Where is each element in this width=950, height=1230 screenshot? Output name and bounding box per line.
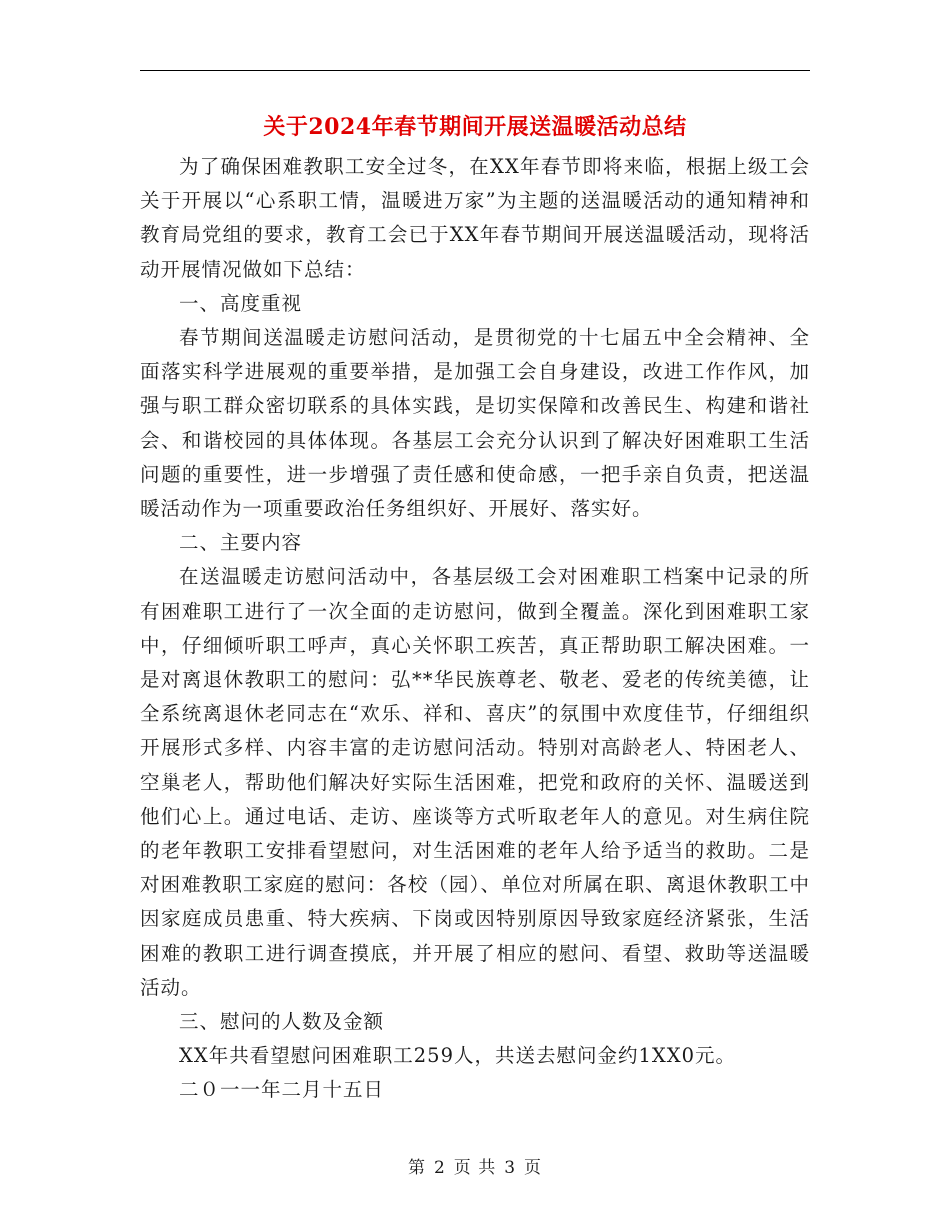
section-heading-3: 三、慰问的人数及金额 bbox=[179, 1010, 385, 1034]
footer-page-number: 2 bbox=[433, 1158, 446, 1178]
header-rule bbox=[140, 70, 810, 71]
footer-label-post: 页 bbox=[524, 1158, 543, 1178]
footer-label-pre: 第 bbox=[407, 1158, 426, 1178]
footer-page-total: 3 bbox=[504, 1158, 517, 1178]
footer-label-mid: 页 共 bbox=[453, 1158, 497, 1178]
page-footer bbox=[0, 1153, 950, 1178]
paragraph-section-2: 在送温暖走访慰问活动中，各基层级工会对困难职工档案中记录的所有困难职工进行了一次全面的走访慰问，做到全覆盖。深化到困难职工家中，仔细倾听职工呼声，真心关怀职工疾苦，真正帮助职工解决困难。一是对离退休教职工的慰问：弘**华民族尊老、敬老、爱老的传统美德，让全系统离退休老同志在“欢乐、祥和、喜庆”的氛围中欢度佳节，仔细组织开展形式多样、内容丰富的走访慰问活动。特别对高龄老人、特困老人、空巢老人，帮助他们解决好实际生活困难，把党和政府的关怀、温暖送到他们心上。通过电话、走访、座谈等方式听取老年人的意见。对生病住院的老年教职工安排看望慰问，对生活困难的老年人给予适当的救助。二是对困难教职工家庭的慰问：各校（园）、单位对所属在职、离退休教职工中因家庭成员患重、特大疾病、下岗或因特别原因导致家庭经济紧张，生活困难的教职工进行调查摸底，并开展了相应的慰问、看望、救助等送温暖活动。 bbox=[140, 565, 810, 999]
section-heading-1: 一、高度重视 bbox=[179, 291, 303, 315]
section-heading-2: 二、主要内容 bbox=[179, 531, 303, 555]
paragraph-section-3: XX年共看望慰问困难职工259人，共送去慰问金约1XX0元。 bbox=[179, 1044, 737, 1068]
document-body bbox=[140, 150, 810, 1108]
document-title: 关于2024年春节期间开展送温暖活动总结 bbox=[263, 114, 687, 140]
paragraph-intro: 为了确保困难教职工安全过冬，在XX年春节即将来临，根据上级工会关于开展以“心系职工情，温暖进万家”为主题的送温暖活动的通知精神和教育局党组的要求，教育工会已于XX年春节期间开展送温暖活动，现将活动开展情况做如下总结： bbox=[140, 155, 810, 281]
paragraph-section-1: 春节期间送温暖走访慰问活动，是贯彻党的十七届五中全会精神、全面落实科学进展观的重要举措，是加强工会自身建设，改进工作作风，加强与职工群众密切联系的具体实践，是切实保障和改善民生、构建和谐社会、和谐校园的具体体现。各基层工会充分认识到了解决好困难职工生活问题的重要性，进一步增强了责任感和使命感，一把手亲自负责，把送温暖活动作为一项重要政治任务组织好、开展好、落实好。 bbox=[140, 326, 810, 521]
document-date: 二０一一年二月十五日 bbox=[179, 1078, 385, 1102]
